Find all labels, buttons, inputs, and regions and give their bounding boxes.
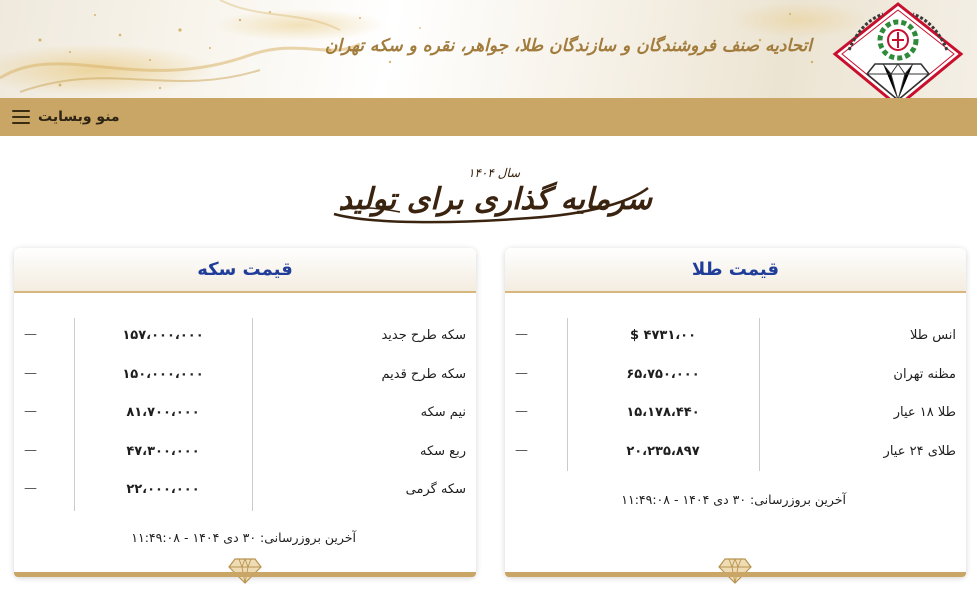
- table-row: [505, 395, 966, 434]
- price-change: —: [24, 442, 37, 458]
- gold-card-header: [505, 248, 966, 293]
- price-name: طلا ۱۸ عیار: [893, 405, 956, 421]
- diamond-icon: [718, 558, 752, 584]
- price-change: —: [515, 327, 528, 342]
- table-row: [14, 434, 476, 473]
- price-change: —: [24, 481, 37, 497]
- last-update-text: آخرین بروزرسانی: ۳۰ دی ۱۴۰۴ - ۱۱:۴۹:۰۸: [621, 492, 846, 507]
- price-name: سکه گرمی: [405, 482, 466, 498]
- table-row: [14, 318, 476, 357]
- price-change: —: [24, 327, 37, 342]
- table-row: [505, 318, 966, 357]
- union-title: اتحادیه صنف فروشندگان و سازندگان طلا، جواهر، نقره و سکه تهران: [324, 36, 812, 56]
- price-value: ۱۵۷،۰۰۰،۰۰۰: [122, 328, 204, 343]
- price-value: $ ۴۷۳۱،۰۰: [629, 328, 697, 343]
- menu-toggle-button[interactable]: [12, 106, 120, 128]
- price-change: —: [515, 442, 528, 458]
- price-value: ۶۵،۷۵۰،۰۰۰: [626, 366, 700, 382]
- price-change: —: [515, 365, 528, 381]
- price-change: —: [515, 404, 528, 420]
- diamond-icon: [228, 558, 262, 584]
- coin-card-header: [14, 248, 476, 293]
- table-row: [14, 395, 476, 434]
- union-seal-diamond-icon[interactable]: [831, 2, 965, 98]
- price-name: انس طلا: [909, 328, 956, 343]
- price-value: ۱۵۰،۰۰۰،۰۰۰: [122, 366, 204, 382]
- price-name: طلای ۲۴ عیار: [883, 443, 956, 459]
- coin-price-card: [14, 248, 476, 577]
- table-row: [505, 357, 966, 396]
- hamburger-icon[interactable]: [12, 110, 30, 124]
- price-name: ربع سکه: [420, 443, 466, 459]
- table-row: [14, 357, 476, 396]
- gold-price-table: [505, 318, 966, 472]
- price-change: —: [24, 404, 37, 420]
- coin-price-table: [14, 318, 476, 511]
- slogan-calligraphy: [330, 162, 652, 232]
- price-value: ۲۲،۰۰۰،۰۰۰: [126, 482, 200, 498]
- price-value: ۸۱،۷۰۰،۰۰۰: [126, 405, 200, 421]
- table-row: [505, 434, 966, 473]
- price-name: سکه طرح قدیم: [381, 366, 466, 382]
- coin-card-title: قیمت سکه: [197, 259, 293, 280]
- top-menu-bar: [0, 98, 977, 136]
- slogan-text: سرمایه گذاری برای تولید: [338, 182, 652, 217]
- price-value: ۴۷،۳۰۰،۰۰۰: [126, 443, 200, 459]
- price-name: سکه طرح جدید: [381, 328, 466, 343]
- price-name: نیم سکه: [420, 405, 466, 421]
- menu-label[interactable]: منو وبسایت: [38, 109, 120, 125]
- price-name: مظنه تهران: [893, 366, 956, 382]
- slogan-year: سال ۱۴۰۴: [468, 166, 521, 180]
- price-change: —: [24, 365, 37, 381]
- site-banner: [0, 0, 977, 98]
- price-value: ۱۵،۱۷۸،۴۴۰: [626, 405, 700, 421]
- price-value: ۲۰،۲۳۵،۸۹۷: [626, 443, 700, 459]
- card-footer-bar: [14, 572, 476, 577]
- table-row: [14, 472, 476, 511]
- last-update-text: آخرین بروزرسانی: ۳۰ دی ۱۴۰۴ - ۱۱:۴۹:۰۸: [131, 530, 356, 545]
- gold-card-title: قیمت طلا: [691, 259, 780, 280]
- card-footer-bar: [505, 572, 966, 577]
- gold-price-card: [505, 248, 966, 577]
